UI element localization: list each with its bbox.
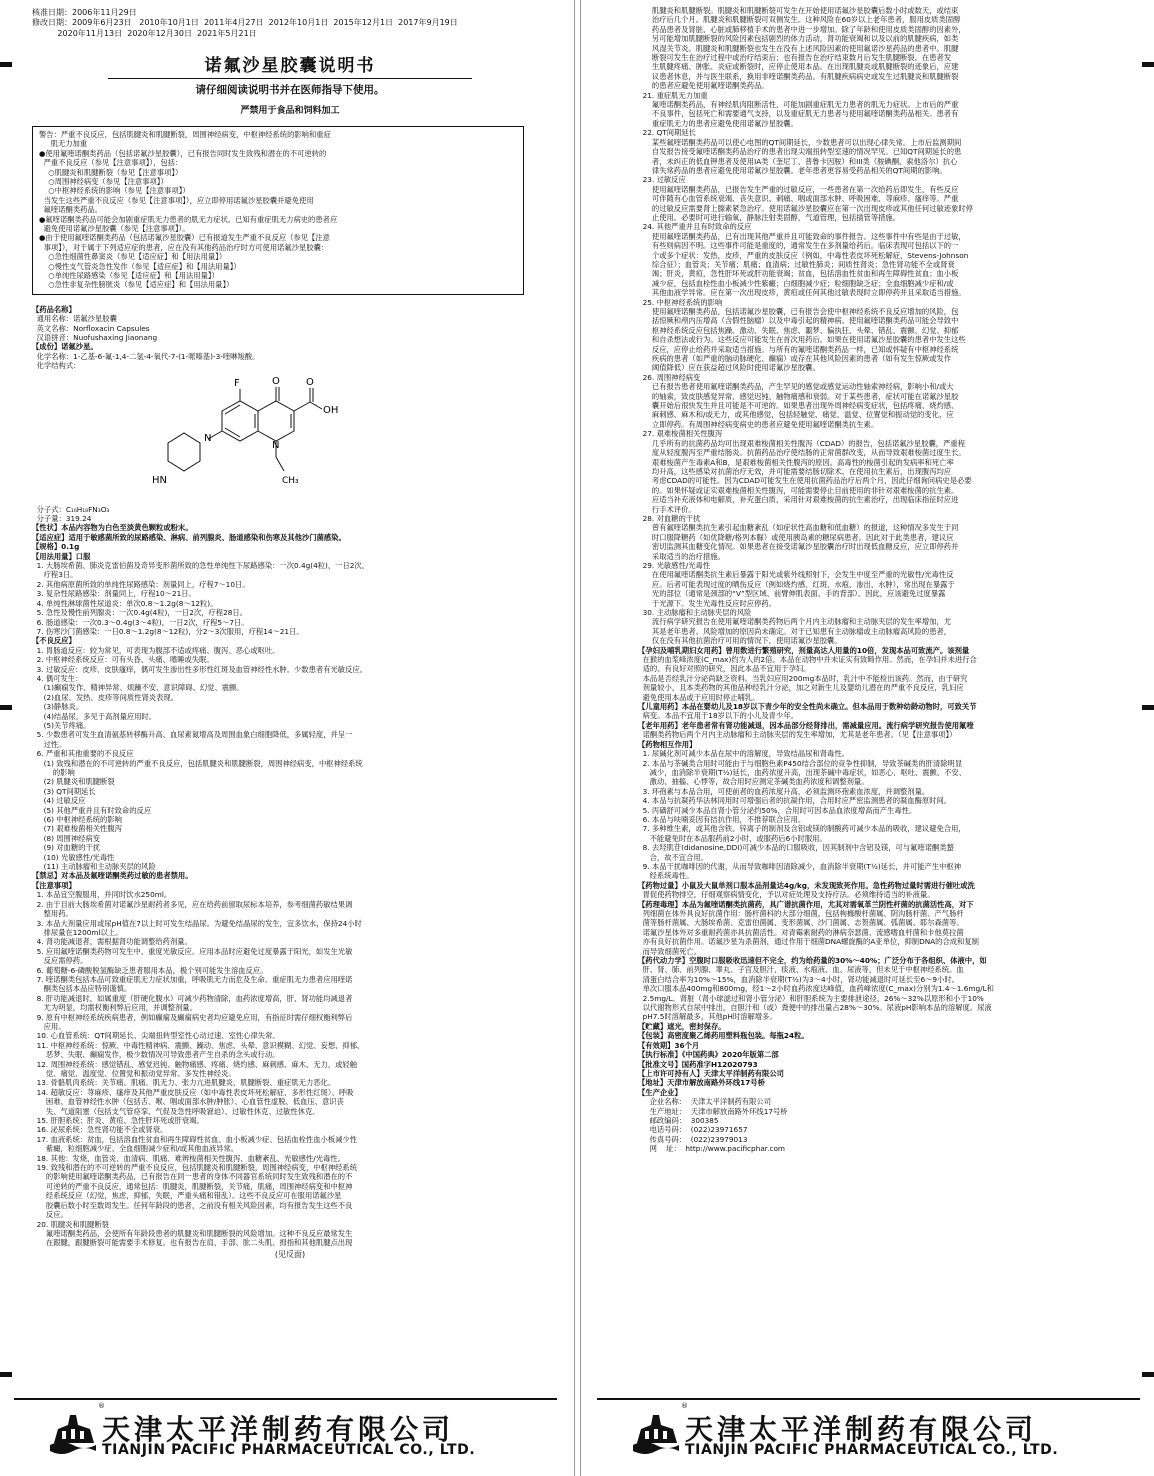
text-line: 分子式：C₁₆H₁₈FN₃O₃ [32,504,110,514]
text-line: 【药理毒理】本品为氟喹诺酮类抗菌药，具广谱抗菌作用，尤其对需氧革兰阴性杆菌的抗菌活性高，对下 [638,899,974,909]
text-line: 议患者休息，并与医生联系，换用非喹诺酮类药品。有肌腱疾病病史或发生过肌腱炎和肌腱断裂 [638,71,959,81]
warning-line: 事项】），对于属于下列适应症的患者，应在没有其他药品治疗时方可使用诺氟沙星胶囊： [39,242,329,252]
warning-box [32,126,524,295]
text-line: 5. 少数患者可发生血清氨基转移酶升高、血尿素氮增高及周围血象白细胞降低，多属轻度，并呈一 [32,730,353,740]
text-line: 传真号码： (022)23979013 [638,1134,748,1144]
oxo-label: O [272,375,280,387]
text-line: 26. 周围神经病变 [638,372,701,382]
hydroxyl-label: OH [323,404,339,416]
company-name-cn: 天津太平洋制药有限公司 [102,1413,455,1446]
text-line: 的过敏反应需要肾上腺素紧急治疗。使用诺氟沙星胶囊应在第一次出现皮疹或其他任何过敏迹象时停 [638,203,973,213]
text-line: 英文名称：Norfloxacin Capsules [32,323,150,333]
text-line: 列细菌在体外具良好抗菌作用：肠杆菌科的大部分细菌，包括枸橼酸杆菌属、阴沟肠杆菌、产气肠杆 [638,909,964,918]
text-line: 恶梦、失眠、癫痫发作，极少数情况可导致患者产生自杀的念头或行动。 [32,1050,280,1060]
text-line: 的。如果怀疑或证实艰难梭菌相关性腹泻，可能需要停止目前使用的非针对艰难梭菌的抗生素。 [638,485,959,495]
text-line: 【孕妇及哺乳期妇女用药】曾用数进行繁殖研究，剂量高达人用量的10倍，发现本品可致流产。该剂量 [638,645,970,655]
text-line: 3. 本品大剂量应用或尿pH值在7以上时可发生结晶尿。为避免结晶尿的发生，宜多饮水，保持24小时 [32,918,362,928]
text-line: 囊开始后很快发生并且可能是不可逆的。如果患者出现外周神经病变症状，包括疼痛、烧灼感、 [638,401,959,411]
text-line: 5. 应用氟喹诺酮类药物可发生中、重度光敏反应。应用本品时应避免过度暴露于阳光，如发生光敏 [32,946,353,956]
text-line: 27. 艰难梭菌相关性腹泻 [638,429,723,439]
text-line: 电话号码： (022)23971657 [638,1125,748,1135]
text-line: 28. 对血糖的干扰 [638,513,701,523]
text-line: 7. 喹诺酮类包括本品可致重症肌无力症状加重，呼吸肌无力而危及生命。重症肌无力患者应用喹诺 [32,974,353,984]
text-line: 和自杀想法或行为。这些反应可能发生在首次用药后。如果在使用诺氟沙星胶囊的患者中发生这些 [638,335,966,345]
text-line: 适的、有良好对照的研究，因此本品不宜用于孕妇。 [638,664,811,674]
text-line: 排尿量在1200ml以上。 [32,927,123,937]
text-line: 22. QT间期延长 [638,128,696,138]
warning-line: ●由于使用氟喹诺酮类药品（包括诺氟沙星胶囊）已有报道发生严重不良反应（参见【注意 [39,233,330,243]
text-line: 4. 单纯性淋球菌性尿道炎：单次0.8～1.2g(8～12粒)。 [32,598,218,608]
text-line: 治疗后几个月。肌腱炎和肌腱断裂可双侧发生。这种风险在60岁以上老年患者，服用皮质类固醇 [638,15,961,25]
text-line: 【贮藏】遮光，密封保存。 [638,1021,726,1031]
text-line: 采取适当的治疗措施。 [638,551,725,561]
text-line: 某些氟喹诺酮类药品可以使心电图的QT间期延长，少数患者可以出现心律失常。上市后监测期间 [638,137,962,147]
text-line: (7) 艰难梭菌相关性腹泻 [32,824,122,834]
text-line: 【执行标准】《中国药典》2020年版第二部 [638,1050,779,1060]
subtitle: 请仔细阅读说明书并在医师指导下使用。 [195,83,385,96]
text-line: 者，未纠正的低血钾患者及使用IA类（奎尼丁、普鲁卡因胺）和III类（胺碘酮、索他洛尔）抗心 [638,156,958,166]
text-line: (4)结晶尿，多见于高剂量应用时。 [32,711,157,721]
text-line: 在猴的血浆峰浓度(C_max)约为人的2倍。本品在动物中并未证实有致畸作用。然而，在孕妇并未进行合 [638,655,977,665]
text-line: 的轴索，致皮肤感觉异常、感觉迟钝、触物痛感和衰弱。对于某些患者，症状可能在诺氟沙星胶 [638,391,959,401]
text-line: 19. 致残和潜在的不可逆转的严重不良反应，包括肌腱炎和肌腱断裂，周围神经病变，中枢神经系统 [32,1163,358,1173]
text-line: 止使用。必要时可进行输氧，静脉注射类固醇，气道管理，包括插管等措施。 [638,212,901,222]
chemical-structure-drawing [152,371,352,505]
fluorine-label: F [234,377,240,389]
text-line: 23. 过敏反应 [638,175,686,185]
page-title: 诺氟沙星胶囊说明书 [204,55,376,76]
text-line: 几乎所有的抗菌药品均可出现艰难梭菌相关性腹泻（CDAD）的报告，包括诺氟沙星胶囊，严重程 [638,438,965,448]
text-line: 时口服降糖药（如优降糖/格列本脲）或使用胰岛素的糖尿病患者。因此对于此类患者，建议应 [638,532,954,542]
text-line: 12. 周围神经系统：感觉错乱、感觉迟钝、触物痛感、疼痛、烧灼感、麻刺感、麻木、无力，或轻触 [32,1059,358,1069]
text-line: 使用氟喹诺酮类药品，包括诺氟沙星胶囊，已有报告会使中枢神经系统不良反应增加的风险，包 [638,307,959,316]
text-line: 其他血液学异常。应在第一次出现皮疹，黄疸或任何其他过敏表现时立即停药并且采取适当措施。 [638,288,966,298]
text-line: 经系统反应（幻觉，焦虑，抑郁，失眠，严重头痛和错乱）。这些不良反应可在服用诺氟沙星 [32,1191,342,1201]
text-line: 【老年用药】老年患者常有肾功能减退，因本品部分经肾排出，需减量应用。流行病学研究报告使用氟喹 [638,720,974,730]
text-line: 【药物相互作用】 [638,739,697,749]
warning-line: 警告：严重不良反应，包括肌腱炎和肌腱断裂，周围神经病变，中枢神经系统的影响和重症 [39,129,331,139]
fold-mark [1142,705,1154,710]
text-line: 在跟腱，跟腱断裂可能需要手术修复。也有报告在肩、手部、肱二头肌、拇指和其他肌腱点出现 [32,1238,353,1248]
text-line: 剂量较小，且本类药物的其他品种经乳汁分泌，加之对新生儿及婴幼儿潜在的严重不良反应，乳妇应 [638,683,964,693]
text-line: 邮政编码： 300385 [638,1115,719,1125]
text-line: 应适当补充液体和电解质，补充蛋白质，采用针对艰难梭菌的抗生素治疗，出现临床指征时应进 [638,495,959,505]
text-line: 【用法用量】口服 [32,551,91,561]
fold-mark [0,62,12,67]
text-line: (5) 其他严重并且有时致命的反应 [32,805,152,815]
revision-line: 修改日期：2009年6月23日 2010年10月1日 2011年4月27日 2012年10月1日 2015年12月1日 2017年9月19日 [32,18,458,28]
text-line: 艰难梭菌产生毒素A和B，是艰难梭菌相关性腹泻的原因。高毒性的梭菌引起的发病率和死亡率 [638,457,954,467]
text-line: 考虑CDAD的可能性。因为CDAD可能发生在使用抗菌药品治疗后两个月，因此仔细询问病史是必要 [638,476,972,486]
text-line: 【适应症】适用于敏感菌所致的尿路感染、淋病、前列腺炎、肠道感染和伤寒及其他沙门菌感染。 [32,532,346,542]
text-line: (1)癫痫发作、精神异常、烦躁不安、意识障碍、幻觉、震颤。 [32,683,244,693]
text-line: 疾病的患者（如严重的脑动脉硬化、癫痫）或存在其他风险因素的患者（如有发生惊厥或发作 [638,354,952,364]
text-line: 诺氟沙星体外对多重耐药菌亦具抗菌活性。对青霉素耐药的淋病奈瑟菌、流感嗜血杆菌和卡他莫拉菌 [638,927,964,937]
text-line: (4) 过敏反应 [32,796,86,806]
text-line: 【包装】高密度聚乙烯药用塑料瓶包装。每瓶24粒。 [638,1031,809,1041]
text-line: 其是老年患者。风险增加的原因尚未确定。对于已知患有主动脉瘤或主动脉瘤高风险的患者， [638,626,952,636]
text-line: 1. 胃肠道反应：较为常见，可表现为腹部不适或疼痛、腹泻、恶心或呕吐。 [32,645,280,655]
text-line: 企业名称： 天津太平洋制药有限公司 [638,1097,771,1107]
text-line: 【注意事项】 [32,880,76,890]
company-name-cn: 天津太平洋制药有限公司 [685,1413,1038,1446]
text-line: 7. 多种维生素，或其他含铁、锌离子的制剂及含铝或镁的制酸药可减少本品的吸收，建议避免合用， [638,824,966,834]
text-line: 枢神经系统反应包括焦躁、激动、失眠、焦虑、噩梦、偏执狂、头晕、错乱、震颤、幻觉、抑郁 [638,325,959,335]
text-line: 另可能增加肌腱断裂的风险因素包括剧烈的体力活动，肾功能衰竭和以及以前的肌腱疾病，如类 [638,34,959,44]
text-line: (2)血尿、发热、皮疹等间质性肾炎表现。 [32,692,178,702]
text-line: 3. 过敏反应：皮疹、皮肤瘙痒，偶可发生渗出性多形性红斑及血管神经性水肿。少数患者有光敏反应。 [32,664,367,674]
text-line: 【不良反应】 [32,636,76,646]
text-line: 仅在没有其他抗菌治疗可用的情况下，使用诺氟沙星胶囊。 [638,636,842,646]
text-line: 生产地址： 天津市解放南路外环线17号桥 [638,1106,788,1116]
text-line: 【儿童用药】本品在婴幼儿及18岁以下青少年的安全性尚未确立。但本品用于数种幼龄动物时，可致关节 [638,702,977,712]
text-line: 【生产企业】 [638,1087,682,1097]
text-line: 30. 主动脉瘤和主动脉夹层的风险 [638,608,752,617]
text-line: 3. 复杂性尿路感染：剂量同上，疗程10～21日。 [32,589,196,599]
text-line: 风湿关节炎。肌腱炎和肌腱断裂也发生在没有上述风险因素的使用氟诺沙星药品的患者中。肌腱 [638,43,959,53]
text-line: (8) 周围神经病变 [32,833,101,843]
text-line: 氟喹诺酮类药品，会使所有年龄段患者的肌腱炎和肌腱断裂的风险增加。这种不良反应最常发生 [32,1228,353,1238]
text-line: 单次口服本品400mg和800mg，经1～2小时血药浓度达峰值，血药峰浓度(C_max)分别为1.4～1.6mg/L和 [638,984,994,994]
text-line: 胶囊后数小时至数周发生。任何年龄段的患者，之前没有相关风险因素，均有报告发生这些不良 [32,1200,353,1210]
text-line: 菌等肠杆菌属、大肠埃希菌、克雷伯菌属、变形菌属、沙门菌属、志贺菌属、弧菌属、耶尔森菌等。 [638,918,964,928]
text-line: 整用药。 [32,909,73,919]
text-line: 肝、肾、肺、前列腺、睾丸、子宫及胆汁、痰液、水疱液、血、尿液等，但未见于中枢神经系统。血 [638,965,964,975]
revision-line: 2020年11月13日 2020年12月30日 2021年5月21日 [32,28,257,38]
text-line: 尤为明显，均需权衡利弊后应用，并调整剂量。 [32,1003,197,1013]
company-logo-icon [631,1409,681,1457]
text-line: 18. 其他：发烧、血管炎、血清病、肌痛、难辨梭菌相关性腹泻、血糖紊乱、光敏感性/光毒性。 [32,1153,345,1163]
fold-mark [1142,62,1154,67]
text-line: 避免使用本品或于应用时停止哺乳。 [638,692,760,702]
text-line: 通用名称：诺氟沙星胶囊 [32,314,117,324]
text-line: 曾有氟喹诺酮类抗生素引起血糖紊乱（如症状性高血糖和低血糖）的报道，这种情况多发生于同 [638,523,959,533]
food-warning: 严禁用于食品和饲料加工 [240,105,340,116]
text-line: 困难、血管神经性水肿（包括舌、喉、咽或面部水肿/肿胀）、心血管性虚脱、低血压、意识丧 [32,1097,344,1107]
text-line: 以代谢物形式自尿中排出，自胆汁和（或）粪便中的排出量占28%～30%。尿液pH影响本品的溶解度。尿液 [638,1003,992,1013]
warning-line: 当发生这些严重不良反应（参见【注意事项】），应立即停用诺氟沙星胶囊并避免使用 [39,195,314,205]
text-line: (3)静脉炎。 [32,702,84,712]
fold-mark [0,1372,12,1377]
text-line: 1. 大肠埃希菌、肺炎克雷伯菌及奇异变形菌所致的急性单纯性下尿路感染：一次0.4g(4粒)，一日2次， [32,561,370,571]
text-line: 化学名称：1-乙基-6-氟-1,4-二氢-4-氧代-7-(1-哌嗪基)-3-喹啉羧酸。 [32,351,260,361]
text-line: 9. 原有中枢神经系统疾病患者，例如癫痫及癫痫病史者均应避免应用，有指征时需仔细权衡利弊后 [32,1012,353,1022]
warning-line: 避免使用诺氟沙星胶囊（参见【注意事项】）。 [39,223,190,233]
text-line: 【规格】0.1g [32,542,80,552]
text-line: 4. 肾功能减退者，需根据肾功能调整给药剂量。 [32,937,192,947]
text-line: 2. 由于目前大肠埃希菌对诺氟沙星耐药者多见，应在给药前留取尿标本培养，参考细菌药敏结果调 [32,899,353,909]
methyl-label: CH₃ [282,475,299,486]
warning-line: ○急性细菌性鼻窦炎（参见【适应症】和【用法用量】） [39,252,227,262]
text-line: (3) QT间期延长 [32,786,96,796]
text-line: 反应。 [32,1210,68,1220]
text-line: 25. 中枢神经系统的影响 [638,297,723,307]
text-line: 使用氟喹诺酮类药品，已有出现其他严重并且可能致命的事件报告。这些事件中有些是由于过敏， [638,231,966,241]
text-line: 反应，应停止给药并采取适当措施。与所有的氟喹诺酮类药品一样，已知或怀疑有中枢神经系统 [638,344,959,354]
warning-line: 氟喹诺酮类药品。 [39,205,103,215]
warning-line: ○慢性支气管炎急性发作（参见【适应症】和【用法用量】） [39,261,241,271]
text-line: 17. 血液系统：贫血，包括溶血性贫血和再生障碍性贫血、血小板减少症、包括血栓性血小板减少性 [32,1134,358,1144]
text-line: 化学结构式： [32,361,81,371]
text-line: 的患者应避免使用氟喹诺酮类药品。 [638,81,769,91]
text-line: 有些则病因不明。这些事件可能是重度的，通常发生在多剂量给药后。临床表现可包括以下的一 [638,241,959,251]
text-line: 个或多个症状：发热，皮疹，严重的皮肤反应（例如，中毒性表皮坏死松解症，Stevens-Johnson [638,250,969,260]
text-line: 5. 丙磺舒可减少本品自肾小管分泌约50%，合用时可因本品血浓度增高而产生毒性。 [638,805,917,815]
text-line: 【地址】天津市解放南路外环线17号桥 [638,1078,765,1088]
text-line: 21. 重症肌无力加重 [638,90,708,100]
text-line: (5)关节疼痛。 [32,720,91,730]
text-line: 的影响 [32,768,75,778]
text-line: 重症肌无力的患者应避免使用诺氟沙星胶囊。 [638,118,798,128]
text-line: 已有报告患者使用氟喹诺酮类药品，产生罕见的感觉或感觉运动性轴索神经病，影响小和/或大 [638,382,954,392]
text-line: 病变。本品不宜用于18岁以下的小儿及青少年。 [638,711,798,721]
text-line: 7. 伤寒沙门菌感染：一日0.8～1.2g(8～12粒)，分2～3次服用，疗程14～21日。 [32,626,304,636]
text-line: 应。后者可能表现过度的晒伤反应（例如烧灼感、红斑、水疱、渗出、水肿），常出现在暴露于 [638,579,955,589]
text-line: 密切监测其血糖变化情况。如果患者在接受诺氟沙星胶囊治疗时出现低血糖反应，应立即停药并 [638,542,959,552]
title-rule [108,78,472,79]
text-line: 行手术评价。 [638,504,696,514]
text-line: 流行病学研究报告在使用氟喹诺酮类药物后两个月内主动脉瘤和主动脉夹层的发生率增加，尤 [638,617,952,627]
fold-mark [1142,1372,1154,1377]
text-line: 经系统毒性。 [638,871,694,881]
text-line: 2. 本品与茶碱类合用时可能由于与细胞色素P450结合部位的竞争性抑制，导致茶碱类的肝清除明显 [638,758,963,768]
text-line: 自发报告接受氟喹诺酮类药品治疗的患者出现尖端扭转型室速的情况罕见。已知QT间期延长的患 [638,147,962,157]
warning-line: 严重不良反应（参见【注意事项】），包括： [39,158,183,168]
text-line: 光的部位（通常是颈部的“V”型区域、前臂伸肌表面、手的背部）。因此，应该避免过度暴露 [638,589,946,599]
company-logo-icon [48,1409,98,1457]
text-line: 的影响使用氟喹诺酮类药品，已有报告在同一患者的身体不同器官系统同时发生致残和潜在的不 [32,1172,353,1182]
text-line: 竭；肝炎，黄疸，急性肝坏死或肝功能衰竭；贫血，包括溶血性贫血和再生障碍性贫血；血小板 [638,269,959,279]
text-line: 减少，血消除半衰期(T½)延长，血药浓度升高，出现茶碱中毒症状，如恶心、呕吐、震颤、不安、 [638,767,966,777]
text-line: 觉、痛觉、温度觉、位置觉和振动觉异常、多发性神经炎。 [32,1069,236,1079]
text-line: 6. 葡萄糖-6-磷酸脱氢酶缺乏患者服用本品，极个别可能发生溶血反应。 [32,965,268,975]
text-line: 8. 肝功能减退时，如属重度（肝硬化腹水）可减少药物清除，血药浓度增高，肝、肾功能均减退者 [32,993,353,1003]
text-line: 9. 本品干扰咖啡因的代谢，从而导致咖啡因清除减少，血消除半衰期(T½)延长，并可能产生中枢神 [638,861,962,871]
text-line: 肌腱炎和肌腱断裂。肌腱炎和肌腱断裂可发生在开始使用诺氟沙星胶囊后数小时或数天，或结束 [638,6,959,15]
text-line: 29. 光敏感性/光毒性 [638,560,711,570]
text-line: 【成份】诺氟沙星。 [32,342,98,352]
text-line: 清蛋白结合率为10%～15%，血消除半衰期(T½)为3～4小时，肾功能减退时可延长至6～9小时。 [638,974,959,984]
chemical-structure [152,371,548,505]
text-line: 15. 肝胆系统：肝炎、黄疸、急性肝坏死或肝衰竭。 [32,1116,204,1126]
text-line: 2. 中枢神经系统反应：可有头昏、头痛、嗜睡或失眠。 [32,655,214,665]
warning-line: ○单纯性尿路感染（参见【适应症】和【用法用量】） [39,270,219,280]
text-line: 10. 心血管系统：QT间期延长、尖端扭转型室性心动过速、室性心律失常。 [32,1031,280,1041]
text-line: 药品患者及肾脏、心脏或肺移植手术的患者中进一步增加。除了年龄和使用皮质类固醇的因素外， [638,24,966,34]
text-line: 酮类包括本品应特别谨慎。 [32,984,132,994]
text-line: (9) 对血糖的干扰 [32,843,101,853]
drug-info-section [32,305,548,371]
text-line: 立即停药。有周围神经病变病史的患者应避免使用氟喹诺酮类抗生素。 [638,419,879,429]
text-line: 综合征）；血管炎；关节痛；肌痛；血清病；过敏性肺炎；间质性肾炎；急性肾功能不全或肾衰 [638,259,955,269]
text-line: 而导致细菌死亡。 [638,946,702,956]
warning-line: ●使用氟喹诺酮类药品（包括诺氟沙星胶囊），已有报告同时发生致残和潜在的不可逆转的 [39,148,327,158]
text-line: 6. 本品与呋喃妥因有拮抗作用，不推荐联合应用。 [638,814,806,824]
text-line: 合，故不宜合用。 [638,852,708,862]
text-line: 阈值降低）应在获益超过风险时使用诺氟沙星胶囊。 [638,363,820,373]
text-line: 可伴随有心血管系统衰竭、丧失意识、刺痛、咽或面部水肿、呼吸困难、荨麻疹、瘙痒等。严重 [638,194,959,204]
text-line: 诺酮类药物后两个月内主动脉瘤和主动脉夹层的发生率增加，尤其是老年患者。（见【注意事项】） [638,730,957,740]
ring-n-label: N [272,439,280,451]
text-line: 【性状】本品内容物为白色至淡黄色颗粒或粉末。 [32,523,193,533]
company-name-en: TIANJIN PACIFIC PHARMACEUTICAL CO., LTD. [102,1442,476,1458]
warning-line: ○急性非复杂性膀胱炎（参见【适应症】和【用法用量】） [39,280,234,290]
text-line: 6. 肠道感染：一次0.3～0.4g(3～4粒)，一日2次，疗程5～7日。 [32,617,249,627]
text-line: 应用。 [32,1021,66,1031]
warning-line: ○肌腱炎和肌腱断裂（参见【注意事项】） [39,167,183,177]
text-line: 【禁忌】对本品及氟喹诺酮类药过敏的患者禁用。 [32,871,193,881]
text-line: 3. 环孢素与本品合用，可使前者的血药浓度升高，必须监测环孢素血浓度，并调整剂量。 [638,786,930,796]
text-line: 【批准文号】国药准字H12020793 [638,1059,758,1069]
text-line: 6. 严重和其他重要的不良反应 [32,749,134,759]
drug-details-section [32,505,548,1248]
text-line: 可逆转的严重不良反应，通常包括：肌腱炎，肌腱断裂，关节痛，肌痛，周围神经病变和中枢神 [32,1181,353,1191]
text-line: 氟喹诺酮类药品，有神经肌肉阻断活性，可能加剧重症肌无力患者的肌无力症状。上市后的严重 [638,100,959,110]
text-line: 于光源下。发生光毒性反应时应停药。 [638,598,776,608]
text-line: 在使用氟喹诺酮类抗生素后暴露于阳光或紫外线照射下，会发生中度至严重的光敏性/光毒性反 [638,570,954,580]
company-footer [14,1398,557,1464]
piperazine-n-label: N [204,432,212,444]
text-line: 【上市许可持有人】天津太平洋制药有限公司 [638,1068,784,1078]
revision-dates [32,8,548,39]
left-content [32,8,548,1260]
registered-mark: ® [681,1402,688,1410]
text-line: 不能避免时在本品服药前2小时，或服药后6小时服用。 [638,833,827,843]
warning-line: 肌无力加重 [39,139,88,149]
text-line: 疗程3日。 [32,570,78,580]
text-line: 激动、抽搐、心悸等，故合用时应测定茶碱类血药浓度和调整剂量。 [638,777,869,787]
warning-line: ○周围神经病变（参见【注意事项】） [39,176,168,186]
fold-divider [574,0,581,1476]
piperazine-hn-label: HN [152,474,167,486]
text-line: 反应需停药。 [32,956,88,966]
text-line: 2.5mg/L。肾脏（肾小球滤过和肾小管分泌）和肝胆系统为主要排泄途径，26%～32%以原形和小于10% [638,993,984,1003]
text-line: 度从轻度腹泻至严重结肠炎。抗菌药品治疗使结肠的正常菌群改变，从而导致艰难梭菌过度生长。 [638,448,966,458]
text-line: 【药品名称】 [32,304,76,314]
text-line: 失、气道阻塞（包括支气管痉挛、气促及急性呼吸窘迫）、过敏性休克、过敏性休克。 [32,1106,320,1116]
text-line: 括惊厥和颅内压增高（含假性脑瘤）以及中毒引起的精神病。使用氟喹诺酮类药品可能会导致中 [638,316,959,326]
text-line: (1) 致残和潜在的不可逆转的严重不良反应，包括肌腱炎和肌腱断裂，周围神经病变，中枢神经系统 [32,758,363,768]
warning-line: ○中枢神经系统的影响（参见【注意事项】） [39,186,190,196]
text-line: 13. 骨骼肌肉系统：关节痛、肌痛、肌无力、张力亢进肌腱炎、肌腱断裂、重症肌无力恶化。 [32,1078,336,1088]
right-content [638,6,1138,1154]
text-line: 14. 超敏反应：荨麻疹、瘙痒及其他严重皮肤反应（如中毒性表皮坏死松解症、多形性红斑）、呼吸 [32,1087,354,1097]
text-line: (6) 中枢神经系统的影响 [32,815,122,825]
text-line: 网 址： http://www.pacificphar.com [638,1144,786,1154]
registered-mark: ® [98,1402,105,1410]
text-line: 【有效期】36个月 [638,1040,700,1050]
text-line: 不良事件，包括死亡和需要通气支持，以及重症肌无力患者与使用氟喹诺酮类药品相关。患者有 [638,109,959,119]
text-line: 分子量：319.24 [32,514,92,524]
text-line: (10) 光敏感性/光毒性 [32,852,115,862]
carbonyl-o-label: O [306,376,314,388]
text-line: 断裂可发生在治疗过程中或治疗结束后；也有报告在治疗结束数月后发生肌腱断裂。在患者发 [638,53,952,63]
text-line: 11. 中枢神经系统：惊厥、中毒性精神病、震颤、躁动、焦虑、头晕、意识模糊、幻觉、妄想、抑郁、 [32,1040,365,1050]
text-line: 16. 泌尿系统：急性肾功能不全或肾衰。 [32,1125,168,1135]
text-line: 胃促使药物排空，仔细观察病情变化，予以对症处理及支持疗法。必须维持适当的补液量。 [638,890,935,900]
text-line: pH7.5时溶解最多，其他pH时溶解增多。 [638,1012,777,1022]
text-line: 【药代动力学】空腹时口服吸收迅速但不完全，约为给药量的30%～40%；广泛分布于各组织、体液中，如 [638,956,987,966]
text-line: 24. 其他严重并且有时致命的反应 [638,222,752,232]
text-line: 汉语拼音：Nuofushaxing Jiaonang [32,333,158,343]
text-line: 均升高，这些感染对抗菌治疗无效，并可能需要结肠切除术。在使用抗生素后，出现腹泻均应 [638,466,952,476]
left-page [0,0,571,1476]
text-line: 生肌腱疼痛、肿胀、炎症或断裂时，应停止使用本品。在出现肌腱炎或肌腱断裂的迹象后，应建 [638,62,959,72]
fold-mark [0,705,12,710]
text-line: 1. 本品宜空腹服用，并同时饮水250ml。 [32,890,172,900]
right-page [583,0,1154,1476]
text-line: 麻刺感、麻木和/或无力，或其他感觉，包括轻触觉、痛觉、温觉、位置觉和振动觉的变化，应 [638,410,954,420]
text-line: 使用氟喹诺酮类药品，已报告发生严重的过敏反应，一些患者在第一次给药后即发生，有些反应 [638,184,959,194]
text-line: 本品是否经乳汁分泌尚缺乏资料。当乳妇应用200mg本品时，乳汁中不能检出该药。然而，由于研究 [638,673,968,683]
text-line: 过性。 [32,739,66,749]
revision-line: 核准日期：2006年11月29日 [32,8,137,17]
text-line: (2) 肌腱炎和肌腱断裂 [32,777,115,787]
company-footer [597,1398,1140,1464]
text-line: 8. 去羟肌苷(didanosine,DDI)可减少本品的口服吸收，因其制剂中含铝及镁，可与氟喹诺酮类螯 [638,843,954,853]
text-line: 4. 偶可发生： [32,673,83,683]
text-line: 减少症，包括血栓性血小板减少性紫癜；白细胞减少症；粒细胞缺乏症；全血细胞减少症和/或 [638,278,954,288]
text-line: 2. 其他病原菌所致的单纯性尿路感染：剂量同上，疗程7～10日。 [32,579,250,589]
text-line: 5. 急性及慢性前列腺炎：一次0.4g(4粒)，一日2次，疗程28日。 [32,608,247,618]
text-line: 【药物过量】小鼠及大鼠单剂口服本品剂量达4g/kg，未发现致死作用。急性药物过量时需进行催吐或洗 [638,880,975,890]
text-line: 4. 本品与抗凝药华法林同用时可增强后者的抗凝作用，合用时应严密监测患者的凝血酶原时间。 [638,796,952,806]
text-line: 1. 尿碱化剂可减少本品在尿中的溶解度，导致结晶尿和肾毒性。 [638,749,849,759]
warning-line: ●氟喹诺酮类药品可能会加剧重症肌无力患者的肌无力症状。已知有重症肌无力病史的患者应 [39,214,338,224]
text-line: (11) 主动脉瘤和主动脉夹层的风险 [32,862,156,872]
see-reverse: (见反面) [274,1249,306,1259]
text-line: 20. 肌腱炎和肌腱断裂 [32,1219,109,1229]
company-name-en: TIANJIN PACIFIC PHARMACEUTICAL CO., LTD. [685,1442,1059,1458]
text-line: 紫癜，粒细胞减少症、全血细胞减少症和/或其他血液异常。 [32,1144,239,1154]
text-line: 律失常药品的患者应避免使用诺氟沙星胶囊。老年患者更容易受药品相关的QT间期的影响。 [638,165,947,175]
text-line: 亦有良好抗菌作用。诺氟沙星为杀菌剂，通过作用于细菌DNA螺旋酶的A亚单位，抑制DNA的合成和复制 [638,937,979,947]
